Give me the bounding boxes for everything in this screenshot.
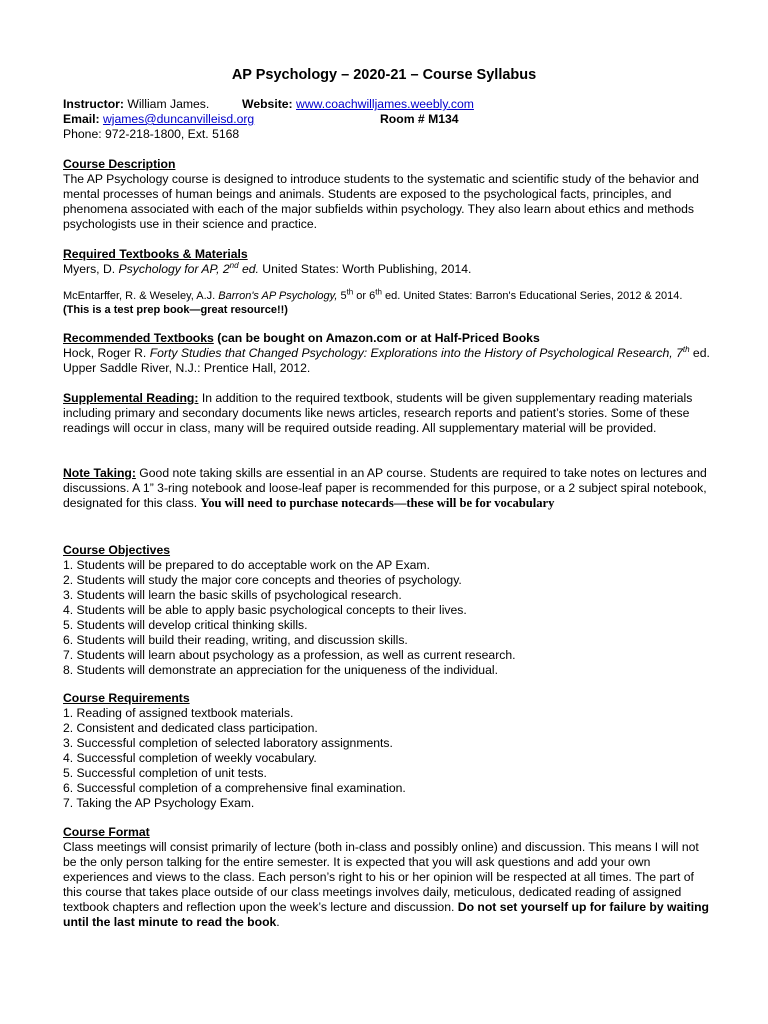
myers-edition-sup: nd	[229, 260, 239, 270]
myers-publisher: United States: Worth Publishing, 2014.	[262, 262, 472, 276]
note-taking-heading: Note Taking:	[63, 466, 136, 480]
requirement-item: 1. Reading of assigned textbook materials.	[63, 706, 294, 720]
barron-edition-a: 5	[340, 290, 347, 302]
myers-citation	[63, 262, 713, 277]
requirement-item: 4. Successful completion of weekly vocabulary.	[63, 751, 317, 765]
hock-publisher: ed. Upper Saddle River, N.J.: Prentice Hall, 2012.	[63, 346, 710, 375]
barron-note: (This is a test prep book—great resource!!)	[63, 304, 288, 316]
recommended-textbooks-section	[63, 331, 713, 376]
website-link[interactable]: www.coachwilljames.weebly.com	[296, 97, 474, 111]
objective-item: 1. Students will be prepared to do acceptable work on the AP Exam.	[63, 558, 430, 572]
note-taking-section	[63, 466, 713, 511]
recommended-textbooks-heading: Recommended Textbooks	[63, 331, 214, 345]
barron-edition-b-sup: th	[375, 287, 382, 297]
barron-title: Barron's AP Psychology,	[218, 290, 338, 302]
instructor-name: William James.	[127, 97, 210, 111]
hock-author: Hock, Roger R.	[63, 346, 147, 360]
myers-author: Myers, D.	[63, 262, 116, 276]
course-requirements-heading: Course Requirements	[63, 691, 190, 705]
hock-citation	[63, 346, 713, 376]
requirement-item: 6. Successful completion of a comprehensive final examination.	[63, 781, 406, 795]
barron-edition-b: or 6	[356, 290, 376, 302]
objective-item: 3. Students will learn the basic skills of psychological research.	[63, 588, 402, 602]
course-objectives-section	[63, 543, 713, 678]
email-label: Email:	[63, 112, 100, 126]
room-number: Room # M134	[380, 112, 459, 126]
course-format-section	[63, 825, 713, 930]
email-link[interactable]: wjames@duncanvilleisd.org	[102, 112, 255, 126]
course-requirements-list	[63, 706, 713, 811]
course-format-end: .	[276, 915, 280, 929]
hock-edition: 7	[676, 346, 683, 360]
page-title: AP Psychology – 2020-21 – Course Syllabus	[231, 67, 537, 83]
objective-item: 4. Students will be able to apply basic psychological concepts to their lives.	[63, 603, 467, 617]
myers-title-end: ed.	[241, 262, 259, 276]
objective-item: 6. Students will build their reading, writing, and discussion skills.	[63, 633, 408, 647]
recommended-textbooks-note: (can be bought on Amazon.com or at Half-Priced Books	[217, 331, 540, 345]
objective-item: 2. Students will study the major core concepts and theories of psychology.	[63, 573, 462, 587]
barron-publisher: ed. United States: Barron's Educational Series, 2012 & 2014.	[385, 290, 683, 302]
note-taking-text: Good note taking skills are essential in an AP course. Students are required to take notes on lectures and discussions. A 1” 3-ring notebook and loose-leaf paper is recommended for this purpose, or a 2 subject spiral notebook, designated for this class.	[63, 466, 707, 510]
course-format-text: Class meetings will consist primarily of lecture (both in-class and possibly online) and discussion. This means I will not be the only person talking for the entire semester. It is expected that you will ask questions and add your own experiences and views to the class. Each person’s right to his or her opinion will be respected at all times. The part of this course that takes place outside of our class meetings involves daily, meticulous, dedicated reading of assigned textbook chapters and reflection upon the week’s lecture and discussion.	[63, 840, 699, 914]
supplemental-reading-section	[63, 391, 713, 436]
course-requirements-section	[63, 691, 713, 811]
course-objectives-heading: Course Objectives	[63, 543, 171, 557]
course-description-heading: Course Description	[63, 157, 176, 171]
objective-item: 5. Students will develop critical thinking skills.	[63, 618, 308, 632]
requirement-item: 5. Successful completion of unit tests.	[63, 766, 267, 780]
requirement-item: 2. Consistent and dedicated class participation.	[63, 721, 318, 735]
note-taking-emphasis: You will need to purchase notecards—these will be for vocabulary	[200, 496, 555, 510]
instructor-info	[63, 97, 713, 142]
objective-item: 8. Students will demonstrate an appreciation for the uniqueness of the individual.	[63, 663, 498, 677]
required-textbooks-section	[63, 247, 713, 317]
phone-number: Phone: 972-218-1800, Ext. 5168	[63, 127, 240, 141]
barron-author: McEntarffer, R. & Weseley, A.J.	[63, 290, 216, 302]
required-textbooks-heading: Required Textbooks & Materials	[63, 247, 248, 261]
hock-edition-sup: th	[682, 344, 690, 354]
website-label: Website:	[242, 97, 293, 111]
objective-item: 7. Students will learn about psychology as a profession, as well as current research.	[63, 648, 516, 662]
course-format-emphasis: Do not set yourself up for failure by waiting until the last minute to read the book	[63, 900, 709, 929]
supplemental-reading-text: In addition to the required textbook, students will be given supplementary reading materials including primary and secondary documents like news articles, research reports and patient’s stories. Some of these readings will occur in class, many will be required outside reading. All supplementary material will be provided.	[63, 391, 693, 435]
course-objectives-list	[63, 558, 713, 678]
hock-title: Forty Studies that Changed Psychology: Explorations into the History of Psychological Research,	[149, 346, 673, 360]
myers-title: Psychology for AP, 2	[118, 262, 230, 276]
supplemental-reading-heading: Supplemental Reading:	[63, 391, 199, 405]
barron-citation	[63, 289, 713, 303]
course-description-text: The AP Psychology course is designed to introduce students to the systematic and scientific study of the behavior and mental processes of human beings and animals. Students are exposed to the psychological facts, principles, and phenomena associated with each of the major subfields within psychology. They also learn about ethics and methods psychologists use in their science and practice.	[63, 172, 699, 231]
requirement-item: 7. Taking the AP Psychology Exam.	[63, 796, 255, 810]
barron-edition-a-sup: th	[346, 287, 354, 297]
instructor-label: Instructor:	[63, 97, 124, 111]
course-description-section	[63, 157, 713, 232]
requirement-item: 3. Successful completion of selected laboratory assignments.	[63, 736, 393, 750]
course-format-heading: Course Format	[63, 825, 150, 839]
